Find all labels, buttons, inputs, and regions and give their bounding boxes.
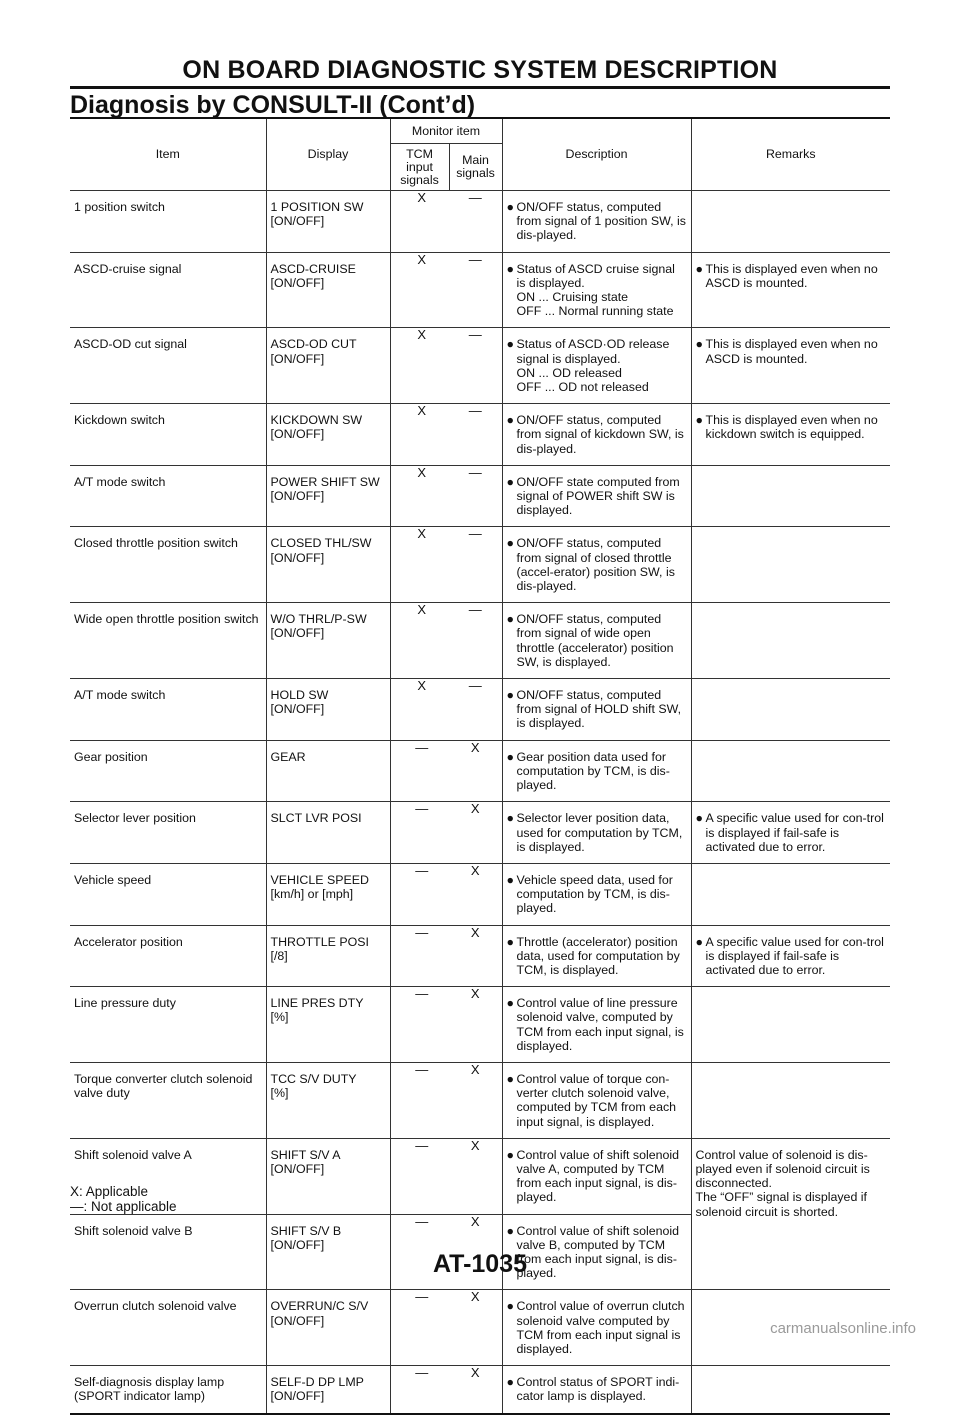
cell-description: ● Control value of line pressure solenoid valve, computed by TCM from each input signal, is displayed.: [502, 987, 691, 1063]
cell-tcm-input: X: [390, 191, 449, 253]
cell-main-signal: X: [470, 1213, 480, 1229]
cell-item: ASCD-OD cut signal: [74, 337, 187, 352]
cell-item: Shift solenoid valve A: [74, 1147, 192, 1162]
cell-description: ● Status of ASCD·OD release signal is displayed. ON ... OD released OFF ... OD not released: [502, 328, 691, 404]
cell-description: ● Gear position data used for computation by TCM, is dis-played.: [502, 740, 691, 802]
table-row: [70, 863, 890, 925]
bullet-icon: ●: [695, 413, 703, 428]
cell-item: Line pressure duty: [74, 996, 176, 1011]
bullet-icon: ●: [506, 1299, 514, 1314]
cell-tcm-input: —: [390, 863, 449, 925]
table-row: [70, 987, 890, 1063]
bullet-icon: ●: [695, 934, 703, 949]
page-title: ON BOARD DIAGNOSTIC SYSTEM DESCRIPTION: [182, 56, 778, 84]
cell-main-signal: X: [470, 1061, 480, 1077]
bullet-icon: ●: [506, 337, 514, 352]
cell-description: ● Status of ASCD cruise signal is displayed. ON ... Cruising state OFF ... Normal running state: [502, 252, 691, 328]
cell-main-signal: X: [470, 801, 480, 817]
cell-item: ASCD-cruise signal: [74, 261, 182, 276]
cell-tcm-input: X: [390, 252, 449, 328]
cell-item: Closed throttle position switch: [74, 536, 238, 551]
cell-tcm-input: —: [390, 1290, 449, 1366]
table-row: [70, 328, 890, 404]
bullet-icon: ●: [695, 261, 703, 276]
cell-item: A/T mode switch: [74, 688, 166, 703]
cell-main-signal: X: [470, 1365, 480, 1381]
cell-tcm-input: —: [390, 987, 449, 1063]
bullet-icon: ●: [506, 1223, 514, 1238]
cell-tcm-input: —: [390, 925, 449, 987]
cell-remarks: ● This is displayed even when no ASCD is mounted.: [691, 328, 890, 404]
cell-display: SLCT LVR POSI: [266, 802, 390, 864]
header-main-signals: Main signals: [449, 144, 502, 191]
cell-remarks: [691, 1366, 890, 1414]
cell-item: Torque converter clutch solenoid valve duty: [74, 1071, 253, 1101]
cell-display: SELF-D DP LMP [ON/OFF]: [266, 1366, 390, 1414]
cell-main-signal: X: [470, 1137, 480, 1153]
table-row: [70, 802, 890, 864]
cell-remarks: ● This is displayed even when no kickdown switch is equipped.: [691, 404, 890, 466]
cell-main-signal: —: [468, 526, 482, 542]
bullet-icon: ●: [506, 934, 514, 949]
cell-item: 1 position switch: [74, 200, 165, 214]
cell-item: Vehicle speed: [74, 872, 152, 887]
cell-description: ● Control status of SPORT indi-cator lamp is displayed.: [502, 1366, 691, 1414]
cell-tcm-input: X: [390, 679, 449, 741]
cell-main-signal: —: [468, 251, 482, 267]
cell-remarks-shared: Control value of solenoid is dis-played even if solenoid circuit is disconnected. The “OFF” signal is displayed if solenoid circuit is shorted.: [691, 1138, 890, 1290]
cell-remarks: ● A specific value used for con-trol is displayed if fail-safe is activated due to error.: [691, 925, 890, 987]
cell-remarks: [691, 740, 890, 802]
table-row: [70, 679, 890, 741]
table-row: [70, 527, 890, 603]
table-row: [70, 1366, 890, 1414]
cell-tcm-input: X: [390, 404, 449, 466]
table-row: [70, 1290, 890, 1366]
cell-tcm-input: X: [390, 603, 449, 679]
bullet-icon: ●: [506, 1071, 514, 1086]
bullet-icon: ●: [695, 337, 703, 352]
bullet-icon: ●: [506, 688, 514, 703]
bullet-icon: ●: [506, 200, 514, 214]
cell-item: Shift solenoid valve B: [74, 1223, 193, 1238]
cell-item: Overrun clutch solenoid valve: [74, 1299, 237, 1314]
bullet-icon: ●: [506, 749, 514, 764]
header-remarks: Remarks: [691, 118, 890, 191]
header-monitor-item: Monitor item: [390, 118, 502, 144]
cell-main-signal: —: [468, 327, 482, 343]
cell-tcm-input: —: [390, 802, 449, 864]
bullet-icon: ●: [695, 811, 703, 826]
cell-tcm-input: X: [390, 328, 449, 404]
cell-item: Wide open throttle position switch: [74, 612, 259, 627]
cell-description: ● ON/OFF status, computed from signal of 1 position SW, is dis-played.: [502, 191, 691, 253]
bullet-icon: ●: [506, 996, 514, 1011]
table-row: [70, 191, 890, 253]
table-row: [70, 404, 890, 466]
cell-main-signal: —: [468, 464, 482, 480]
bullet-icon: ●: [506, 536, 514, 551]
bullet-icon: ●: [506, 413, 514, 428]
cell-tcm-input: —: [390, 1062, 449, 1138]
table-row: [70, 252, 890, 328]
cell-item: Self-diagnosis display lamp (SPORT indicator lamp): [74, 1375, 225, 1404]
cell-tcm-input: X: [390, 465, 449, 527]
cell-description: ● Vehicle speed data, used for computation by TCM, is dis-played.: [502, 863, 691, 925]
page-number: AT-1035: [432, 1250, 528, 1278]
cell-remarks: [691, 987, 890, 1063]
cell-display: VEHICLE SPEED [km/h] or [mph]: [266, 863, 390, 925]
cell-main-signal: X: [470, 986, 480, 1002]
bullet-icon: ●: [506, 1375, 514, 1390]
header-display: Display: [266, 118, 390, 191]
cell-item: Selector lever position: [74, 811, 196, 826]
cell-description: ● Control value of shift solenoid valve B, computed by TCM from each input signal, is dis-played.: [502, 1214, 691, 1290]
page-subtitle: Diagnosis by CONSULT-II (Cont’d): [70, 91, 476, 119]
cell-remarks: ● This is displayed even when no ASCD is mounted.: [691, 252, 890, 328]
cell-display: LINE PRES DTY [%]: [266, 987, 390, 1063]
cell-display: OVERRUN/C S/V [ON/OFF]: [266, 1290, 390, 1366]
cell-item: Accelerator position: [74, 934, 183, 949]
cell-display: ASCD-OD CUT [ON/OFF]: [266, 328, 390, 404]
table-row: [70, 465, 890, 527]
cell-description: ● ON/OFF status, computed from signal of wide open throttle (accelerator) position SW, is displayed.: [502, 603, 691, 679]
bullet-icon: ●: [506, 612, 514, 627]
legend-applicable: X: Applicable: [70, 1184, 149, 1199]
cell-item: Gear position: [74, 749, 148, 764]
cell-display: ASCD-CRUISE [ON/OFF]: [266, 252, 390, 328]
cell-display: KICKDOWN SW [ON/OFF]: [266, 404, 390, 466]
cell-remarks: [691, 863, 890, 925]
cell-display: 1 POSITION SW [ON/OFF]: [266, 191, 390, 253]
cell-tcm-input: —: [390, 1366, 449, 1414]
cell-description: ● ON/OFF status, computed from signal of kickdown SW, is dis-played.: [502, 404, 691, 466]
cell-main-signal: X: [470, 924, 480, 940]
header-tcm-input-signals: TCM input signals: [390, 144, 449, 191]
bullet-icon: ●: [506, 261, 514, 276]
cell-main-signal: X: [470, 1289, 480, 1305]
cell-tcm-input: —: [390, 1214, 449, 1290]
cell-main-signal: —: [468, 190, 482, 205]
table-body: [70, 191, 890, 1414]
table-row: [70, 925, 890, 987]
cell-description: ● Control value of torque con-verter clutch solenoid valve, computed by TCM from each input signal, is displayed.: [502, 1062, 691, 1138]
table-row: [70, 740, 890, 802]
cell-description: ● Control value of shift solenoid valve A, computed by TCM from each input signal, is dis-played.: [502, 1138, 691, 1214]
header-item: Item: [70, 118, 266, 191]
cell-tcm-input: X: [390, 527, 449, 603]
monitor-item-table: [70, 117, 890, 1415]
bullet-icon: ●: [506, 1147, 514, 1162]
cell-description: ● ON/OFF status, computed from signal of HOLD shift SW, is displayed.: [502, 679, 691, 741]
bullet-icon: ●: [506, 474, 514, 489]
header-description: Description: [502, 118, 691, 191]
cell-remarks: ● A specific value used for con-trol is displayed if fail-safe is activated due to error.: [691, 802, 890, 864]
cell-tcm-input: —: [390, 1138, 449, 1214]
table-row: [70, 1062, 890, 1138]
cell-description: ● Selector lever position data, used for computation by TCM, is displayed.: [502, 802, 691, 864]
legend-not-applicable: —: Not applicable: [70, 1199, 177, 1214]
table-row: [70, 603, 890, 679]
cell-display: TCC S/V DUTY [%]: [266, 1062, 390, 1138]
cell-display: HOLD SW [ON/OFF]: [266, 679, 390, 741]
cell-main-signal: X: [470, 862, 480, 878]
cell-display: GEAR: [266, 740, 390, 802]
cell-remarks: [691, 1062, 890, 1138]
bullet-icon: ●: [506, 872, 514, 887]
cell-main-signal: —: [468, 602, 482, 618]
cell-tcm-input: —: [390, 740, 449, 802]
cell-display: W/O THRL/P-SW [ON/OFF]: [266, 603, 390, 679]
cell-display: SHIFT S/V A [ON/OFF]: [266, 1138, 390, 1214]
table-row: [70, 1138, 890, 1214]
cell-description: ● Throttle (accelerator) position data, used for computation by TCM, is displayed.: [502, 925, 691, 987]
cell-remarks: [691, 465, 890, 527]
cell-display: POWER SHIFT SW [ON/OFF]: [266, 465, 390, 527]
cell-description: ● Control value of overrun clutch solenoid valve computed by TCM from each input signal is displayed.: [502, 1290, 691, 1366]
watermark-text: carmanualsonline.info: [770, 1320, 916, 1337]
cell-description: ● ON/OFF state computed from signal of POWER shift SW is displayed.: [502, 465, 691, 527]
cell-main-signal: —: [468, 678, 482, 694]
cell-item: Kickdown switch: [74, 413, 165, 428]
cell-remarks: [691, 191, 890, 253]
legend: [70, 1184, 177, 1214]
cell-remarks: [691, 527, 890, 603]
cell-display: SHIFT S/V B [ON/OFF]: [266, 1214, 390, 1290]
cell-description: ● ON/OFF status, computed from signal of closed throttle (accel-erator) position SW, is dis-played.: [502, 527, 691, 603]
cell-display: THROTTLE POSI [/8]: [266, 925, 390, 987]
cell-main-signal: X: [470, 739, 480, 755]
bullet-icon: ●: [506, 811, 514, 826]
cell-main-signal: —: [468, 403, 482, 419]
cell-item: A/T mode switch: [74, 474, 166, 489]
cell-display: CLOSED THL/SW [ON/OFF]: [266, 527, 390, 603]
title-rule: [70, 86, 890, 89]
cell-remarks: [691, 679, 890, 741]
cell-remarks: [691, 603, 890, 679]
